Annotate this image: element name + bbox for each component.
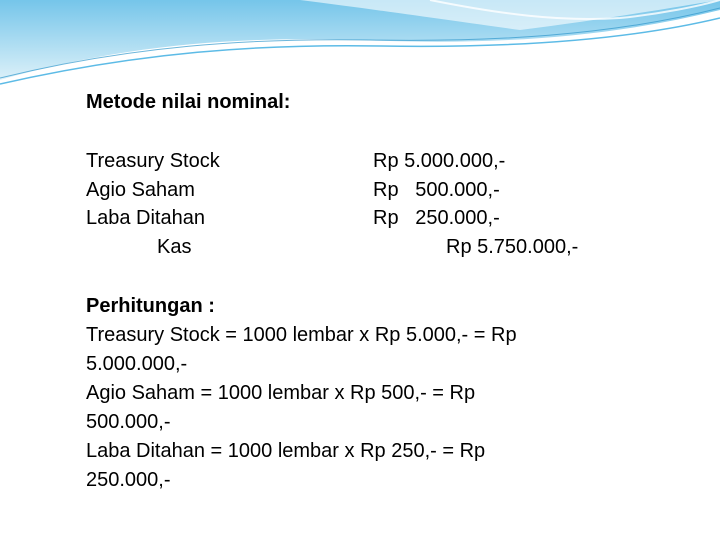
- journal-amount-value: Rp 5.000.000,-: [373, 150, 506, 172]
- page-heading: Metode nilai nominal:: [86, 91, 291, 113]
- perhitungan-section: [86, 292, 626, 495]
- journal-account-label: Kas: [157, 236, 192, 258]
- perhitungan-line: Treasury Stock = 1000 lembar x Rp 5.000,- = Rp: [86, 324, 517, 346]
- journal-account-label: Laba Ditahan: [86, 207, 205, 229]
- perhitungan-line: 250.000,-: [86, 469, 171, 491]
- perhitungan-line: 500.000,-: [86, 411, 171, 433]
- perhitungan-title: Perhitungan :: [86, 295, 215, 317]
- journal-amount-value: Rp 5.750.000,-: [446, 236, 579, 258]
- header-wave-decoration: [0, 0, 720, 90]
- perhitungan-line: Laba Ditahan = 1000 lembar x Rp 250,- = Rp: [86, 440, 486, 462]
- journal-amount-value: Rp 250.000,-: [373, 207, 500, 229]
- perhitungan-line: 5.000.000,-: [86, 353, 188, 375]
- perhitungan-line: Agio Saham = 1000 lembar x Rp 500,- = Rp: [86, 382, 476, 404]
- journal-account-label: Agio Saham: [86, 179, 195, 201]
- journal-amount-value: Rp 500.000,-: [373, 179, 500, 201]
- journal-account-label: Treasury Stock: [86, 150, 220, 172]
